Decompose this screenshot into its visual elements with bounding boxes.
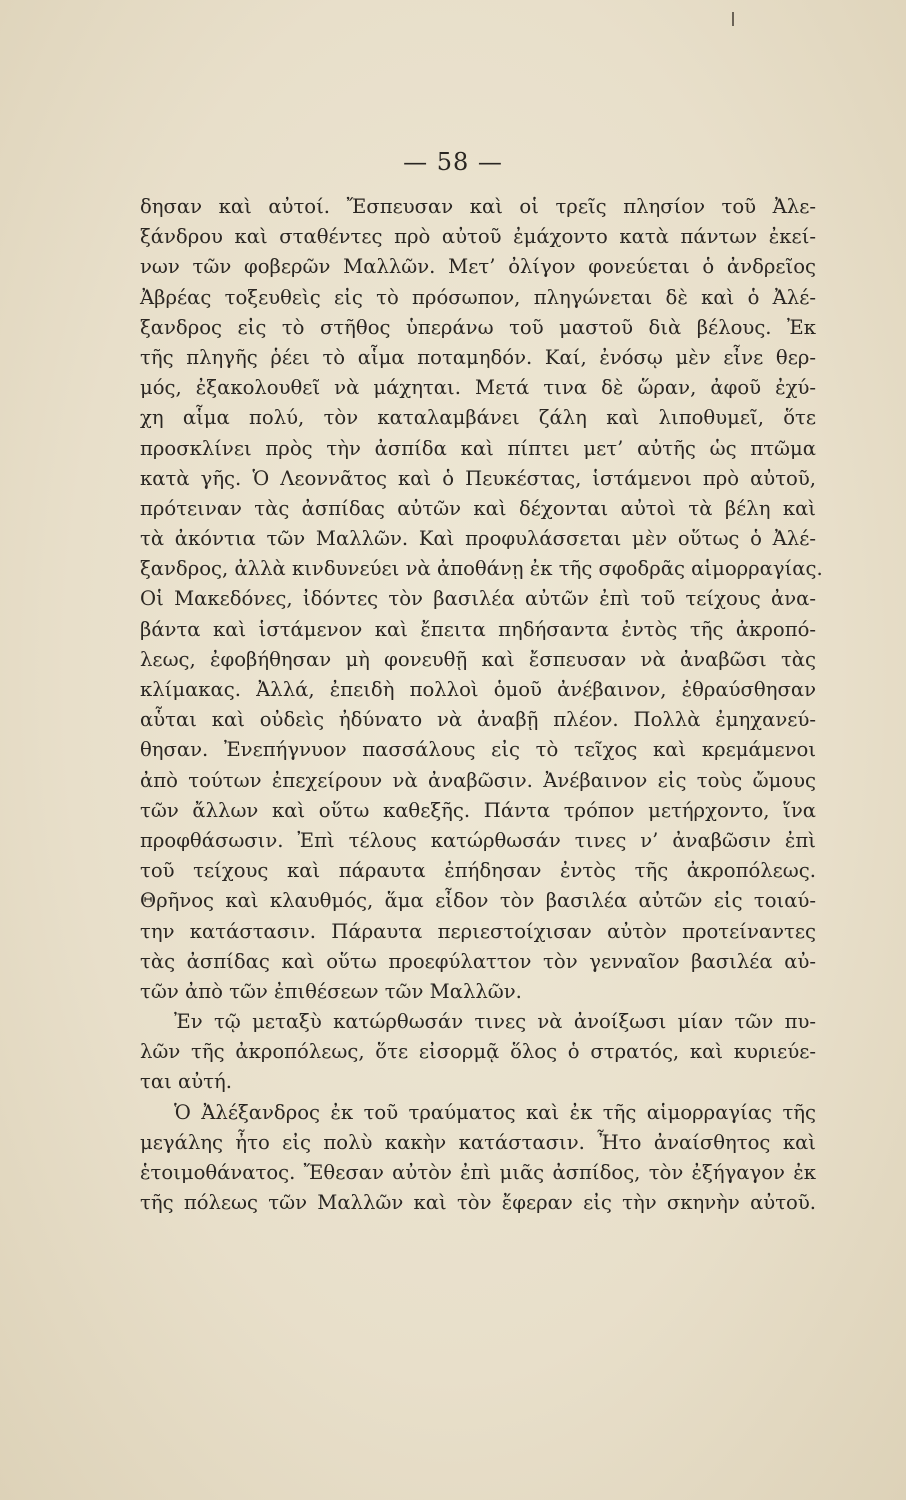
paragraph-1 [140,192,823,584]
text-line: Θρῆνος καὶ κλαυθμός, ἅμα εἶδον τὸν βασιλέα αὐτῶν εἰς τοιαύ- [140,889,816,913]
text-line: τὰς ἀσπίδας καὶ οὕτω προεφύλαττον τὸν γενναῖον βασιλέα αὐ- [140,949,816,973]
text-line: προφθάσωσιν. Ἐπὶ τέλους κατώρθωσάν τινες ν’ ἀναβῶσιν ἐπὶ [140,828,816,852]
text-line: την κατάστασιν. Πάραυτα περιεστοίχισαν αὐτὸν προτείναντες [140,919,816,943]
text-line: δησαν καὶ αὐτοί. Ἔσπευσαν καὶ οἱ τρεῖς πλησίον τοῦ Ἀλε- [140,195,816,218]
paragraph-2 [140,584,816,1007]
text-line: Ὁ Ἀλέξανδρος ἐκ τοῦ τραύματος καὶ ἐκ τῆς αἱμορραγίας τῆς [174,1100,816,1124]
text-line: ξανδρος, ἀλλὰ κινδυνεύει νὰ ἀποθάνῃ ἐκ τῆς σφοδρᾶς αἱμορραγίας. [140,557,823,581]
text-line: τῶν ἄλλων καὶ οὕτω καθεξῆς. Πάντα τρόπον μετήρχοντο, ἵνα [140,798,816,822]
text-line: θησαν. Ἐνεπήγνυον πασσάλους εἰς τὸ τεῖχος καὶ κρεμάμενοι [140,738,816,762]
margin-mark [732,12,734,26]
text-line: τὰ ἀκόντια τῶν Μαλλῶν. Καὶ προφυλάσσεται μὲν οὕτως ὁ Ἀλέ- [140,527,816,551]
text-line: αὗται καὶ οὐδεὶς ἠδύνατο νὰ ἀναβῇ πλέον. Πολλὰ ἐμηχανεύ- [140,708,816,732]
text-line: λῶν τῆς ἀκροπόλεως, ὅτε εἰσορμᾷ ὅλος ὁ στρατός, καὶ κυριεύε- [140,1040,816,1064]
text-line: ἀπὸ τούτων ἐπεχείρουν νὰ ἀναβῶσιν. Ἀνέβαινον εἰς τοὺς ὤμους [140,768,816,792]
text-line: τοῦ τείχους καὶ πάραυτα ἐπήδησαν ἐντὸς τῆς ἀκροπόλεως. [140,859,816,883]
text-line: ται αὐτή. [140,1070,232,1094]
text-line: πρότειναν τὰς ἀσπίδας αὐτῶν καὶ δέχονται αὐτοὶ τὰ βέλη καὶ [140,496,816,520]
text-line: μεγάλης ἦτο εἰς πολὺ κακὴν κατάστασιν. Ἦτο ἀναίσθητος καὶ [140,1130,816,1154]
text-line: χη αἷμα πολύ, τὸν καταλαμβάνει ζάλη καὶ λιποθυμεῖ, ὅτε [140,406,816,430]
text-line: λεως, ἐφοβήθησαν μὴ φονευθῇ καὶ ἔσπευσαν νὰ ἀναβῶσι τὰς [140,647,816,671]
body-text [140,192,823,1218]
text-line: Οἱ Μακεδόνες, ἰδόντες τὸν βασιλέα αὐτῶν ἐπὶ τοῦ τείχους ἀνα- [140,587,816,611]
text-line: κατὰ γῆς. Ὁ Λεοννᾶτος καὶ ὁ Πευκέστας, ἱστάμενοι πρὸ αὐτοῦ, [140,466,816,490]
text-line: τῶν ἀπὸ τῶν ἐπιθέσεων τῶν Μαλλῶν. [140,979,522,1003]
text-line: νων τῶν φοβερῶν Μαλλῶν. Μετ’ ὀλίγον φονεύεται ὁ ἀνδρεῖος [140,255,816,279]
text-line: μός, ἐξακολουθεῖ νὰ μάχηται. Μετά τινα δὲ ὥραν, ἀφοῦ ἐχύ- [140,376,816,400]
text-line: Ἀβρέας τοξευθεὶς εἰς τὸ πρόσωπον, πληγώνεται δὲ καὶ ὁ Ἀλέ- [140,285,816,309]
text-line: κλίμακας. Ἀλλά, ἐπειδὴ πολλοὶ ὁμοῦ ἀνέβαινον, ἐθραύσθησαν [140,678,816,701]
text-line: προσκλίνει πρὸς τὴν ἀσπίδα καὶ πίπτει μετ’ αὐτῆς ὡς πτῶμα [140,436,816,460]
text-line: βάντα καὶ ἱστάμενον καὶ ἔπειτα πηδήσαντα ἐντὸς τῆς ἀκροπό- [140,617,816,641]
text-line: ξάνδρου καὶ σταθέντες πρὸ αὐτοῦ ἐμάχοντο κατὰ πάντων ἐκεί- [140,225,816,249]
paragraph-4 [140,1098,816,1219]
text-line: ἑτοιμοθάνατος. Ἔθεσαν αὐτὸν ἐπὶ μιᾶς ἀσπίδος, τὸν ἐξήγαγον ἐκ [140,1161,816,1184]
text-line: τῆς πόλεως τῶν Μαλλῶν καὶ τὸν ἔφεραν εἰς τὴν σκηνὴν αὐτοῦ. [140,1191,816,1215]
paragraph-3 [140,1007,816,1098]
text-line: Ἐν τῷ μεταξὺ κατώρθωσάν τινες νὰ ἀνοίξωσι μίαν τῶν πυ- [174,1010,816,1034]
text-line: τῆς πληγῆς ῥέει τὸ αἷμα ποταμηδόν. Καί, ἐνόσῳ μὲν εἶνε θερ- [140,345,816,369]
text-line: ξανδρος εἰς τὸ στῆθος ὑπεράνω τοῦ μαστοῦ διὰ βέλους. Ἐκ [140,315,816,339]
page-number: — 58 — [403,148,503,176]
